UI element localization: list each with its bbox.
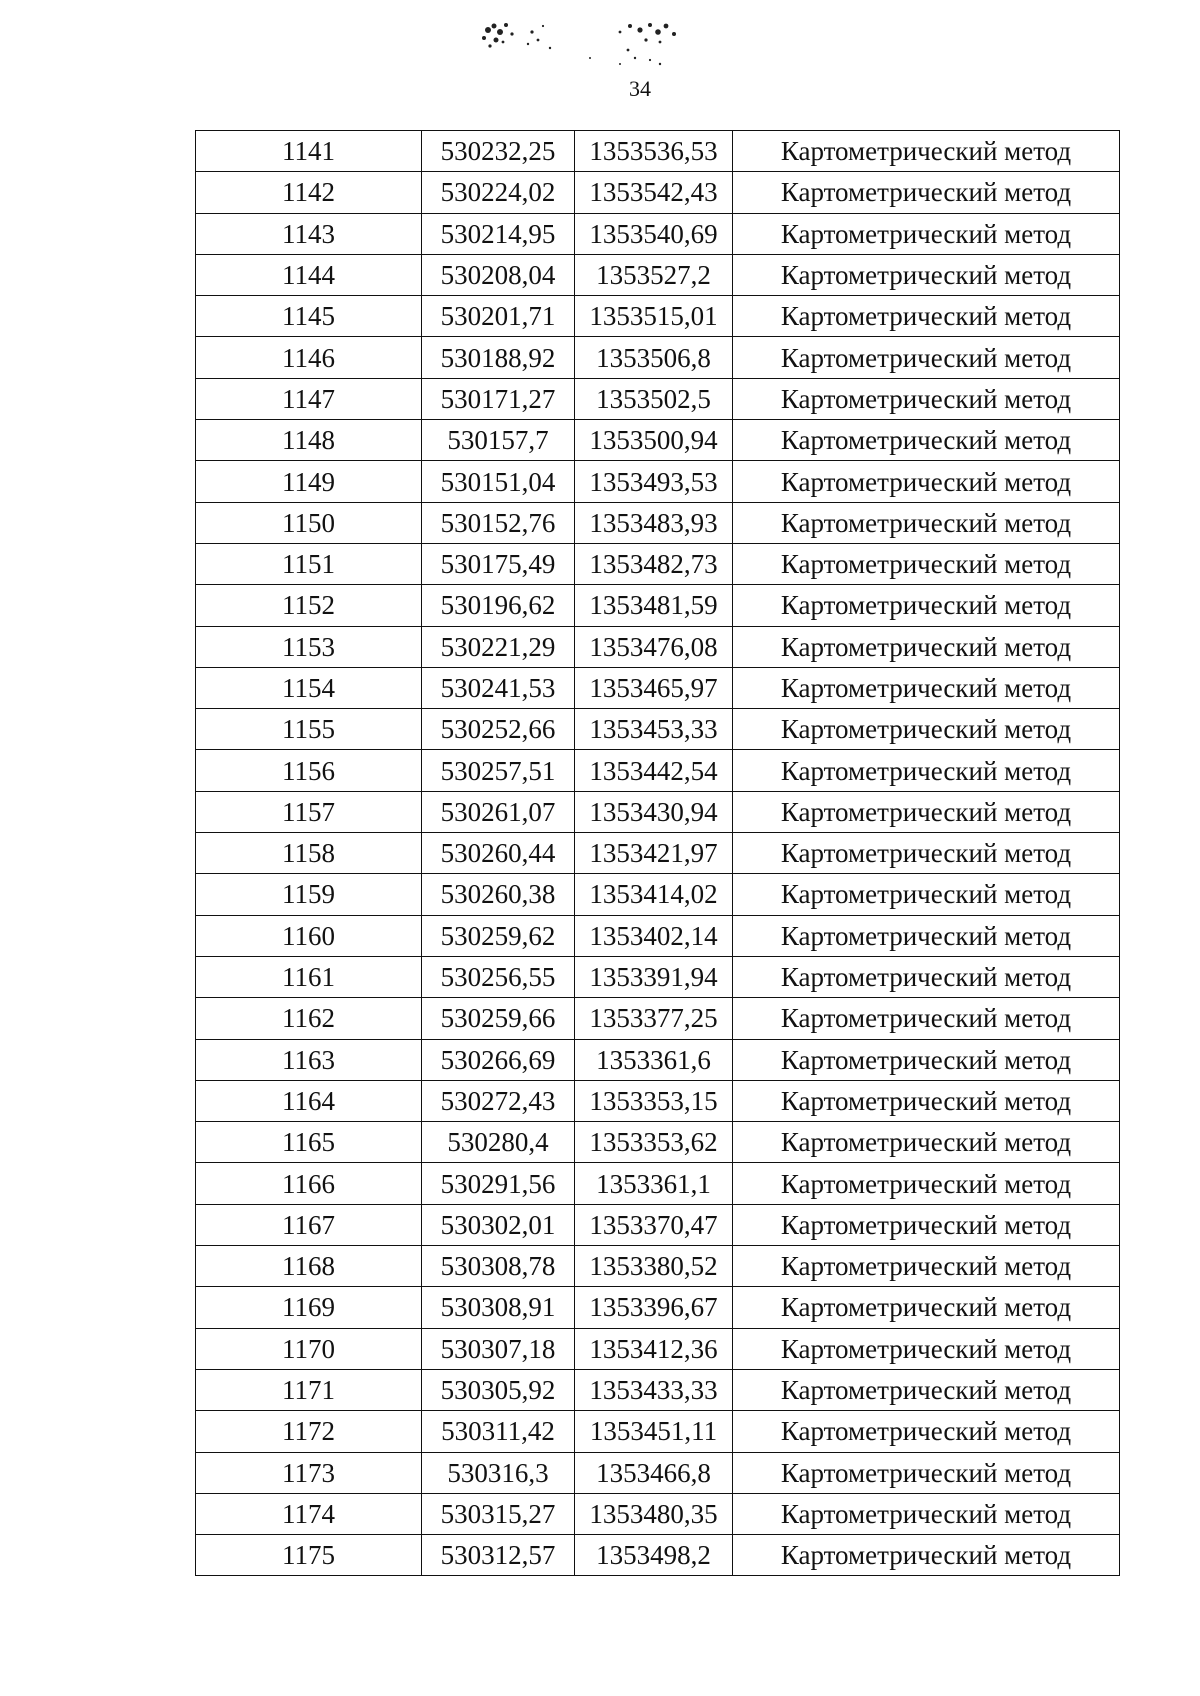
- x-coordinate-cell: 530259,62: [422, 915, 575, 956]
- y-coordinate-cell: 1353482,73: [575, 543, 733, 584]
- point-number-cell: 1168: [196, 1246, 422, 1287]
- point-number-cell: 1148: [196, 420, 422, 461]
- table-row: [196, 172, 1120, 213]
- table-row: [196, 1287, 1120, 1328]
- method-cell: Картометрический метод: [733, 1411, 1120, 1452]
- point-number-cell: 1142: [196, 172, 422, 213]
- point-number-cell: 1143: [196, 213, 422, 254]
- point-number-cell: 1172: [196, 1411, 422, 1452]
- y-coordinate-cell: 1353396,67: [575, 1287, 733, 1328]
- x-coordinate-cell: 530302,01: [422, 1204, 575, 1245]
- table-row: [196, 915, 1120, 956]
- table-row: [196, 791, 1120, 832]
- table-row: [196, 1452, 1120, 1493]
- point-number-cell: 1144: [196, 254, 422, 295]
- point-number-cell: 1163: [196, 1039, 422, 1080]
- method-cell: Картометрический метод: [733, 1369, 1120, 1410]
- method-cell: Картометрический метод: [733, 1535, 1120, 1576]
- method-cell: Картометрический метод: [733, 1039, 1120, 1080]
- y-coordinate-cell: 1353370,47: [575, 1204, 733, 1245]
- x-coordinate-cell: 530151,04: [422, 461, 575, 502]
- method-cell: Картометрический метод: [733, 833, 1120, 874]
- y-coordinate-cell: 1353361,6: [575, 1039, 733, 1080]
- table-row: [196, 1163, 1120, 1204]
- x-coordinate-cell: 530305,92: [422, 1369, 575, 1410]
- point-number-cell: 1171: [196, 1369, 422, 1410]
- method-cell: Картометрический метод: [733, 543, 1120, 584]
- method-cell: Картометрический метод: [733, 1204, 1120, 1245]
- table-row: [196, 1411, 1120, 1452]
- y-coordinate-cell: 1353442,54: [575, 750, 733, 791]
- point-number-cell: 1153: [196, 626, 422, 667]
- method-cell: Картометрический метод: [733, 213, 1120, 254]
- y-coordinate-cell: 1353542,43: [575, 172, 733, 213]
- method-cell: Картометрический метод: [733, 667, 1120, 708]
- x-coordinate-cell: 530256,55: [422, 956, 575, 997]
- x-coordinate-cell: 530266,69: [422, 1039, 575, 1080]
- point-number-cell: 1156: [196, 750, 422, 791]
- x-coordinate-cell: 530188,92: [422, 337, 575, 378]
- point-number-cell: 1164: [196, 1080, 422, 1121]
- table-row: [196, 1080, 1120, 1121]
- y-coordinate-cell: 1353377,25: [575, 998, 733, 1039]
- point-number-cell: 1161: [196, 956, 422, 997]
- method-cell: Картометрический метод: [733, 461, 1120, 502]
- method-cell: Картометрический метод: [733, 254, 1120, 295]
- table-row: [196, 337, 1120, 378]
- table-row: [196, 461, 1120, 502]
- y-coordinate-cell: 1353540,69: [575, 213, 733, 254]
- page-number: 34: [629, 76, 651, 101]
- table-row: [196, 1328, 1120, 1369]
- point-number-cell: 1157: [196, 791, 422, 832]
- point-number-cell: 1150: [196, 502, 422, 543]
- method-cell: Картометрический метод: [733, 998, 1120, 1039]
- table-row: [196, 296, 1120, 337]
- method-cell: Картометрический метод: [733, 585, 1120, 626]
- x-coordinate-cell: 530315,27: [422, 1493, 575, 1534]
- method-cell: Картометрический метод: [733, 1328, 1120, 1369]
- table-row: [196, 585, 1120, 626]
- x-coordinate-cell: 530257,51: [422, 750, 575, 791]
- method-cell: Картометрический метод: [733, 626, 1120, 667]
- point-number-cell: 1169: [196, 1287, 422, 1328]
- y-coordinate-cell: 1353476,08: [575, 626, 733, 667]
- scan-stamp-artifact: [470, 12, 730, 74]
- x-coordinate-cell: 530232,25: [422, 131, 575, 172]
- point-number-cell: 1175: [196, 1535, 422, 1576]
- method-cell: Картометрический метод: [733, 915, 1120, 956]
- y-coordinate-cell: 1353353,15: [575, 1080, 733, 1121]
- x-coordinate-cell: 530311,42: [422, 1411, 575, 1452]
- table-row: [196, 998, 1120, 1039]
- table-row: [196, 1039, 1120, 1080]
- x-coordinate-cell: 530260,44: [422, 833, 575, 874]
- x-coordinate-cell: 530307,18: [422, 1328, 575, 1369]
- method-cell: Картометрический метод: [733, 791, 1120, 832]
- table-row: [196, 1535, 1120, 1576]
- point-number-cell: 1158: [196, 833, 422, 874]
- y-coordinate-cell: 1353453,33: [575, 709, 733, 750]
- y-coordinate-cell: 1353481,59: [575, 585, 733, 626]
- y-coordinate-cell: 1353465,97: [575, 667, 733, 708]
- method-cell: Картометрический метод: [733, 1493, 1120, 1534]
- point-number-cell: 1160: [196, 915, 422, 956]
- y-coordinate-cell: 1353498,2: [575, 1535, 733, 1576]
- point-number-cell: 1149: [196, 461, 422, 502]
- y-coordinate-cell: 1353480,35: [575, 1493, 733, 1534]
- table-row: [196, 131, 1120, 172]
- x-coordinate-cell: 530175,49: [422, 543, 575, 584]
- y-coordinate-cell: 1353483,93: [575, 502, 733, 543]
- method-cell: Картометрический метод: [733, 1122, 1120, 1163]
- point-number-cell: 1147: [196, 378, 422, 419]
- table-row: [196, 667, 1120, 708]
- x-coordinate-cell: 530201,71: [422, 296, 575, 337]
- y-coordinate-cell: 1353466,8: [575, 1452, 733, 1493]
- table-row: [196, 874, 1120, 915]
- x-coordinate-cell: 530259,66: [422, 998, 575, 1039]
- y-coordinate-cell: 1353391,94: [575, 956, 733, 997]
- point-number-cell: 1151: [196, 543, 422, 584]
- table-row: [196, 254, 1120, 295]
- method-cell: Картометрический метод: [733, 1452, 1120, 1493]
- method-cell: Картометрический метод: [733, 378, 1120, 419]
- table-row: [196, 626, 1120, 667]
- point-number-cell: 1162: [196, 998, 422, 1039]
- table-row: [196, 1246, 1120, 1287]
- x-coordinate-cell: 530252,66: [422, 709, 575, 750]
- method-cell: Картометрический метод: [733, 502, 1120, 543]
- y-coordinate-cell: 1353527,2: [575, 254, 733, 295]
- table-row: [196, 502, 1120, 543]
- x-coordinate-cell: 530260,38: [422, 874, 575, 915]
- y-coordinate-cell: 1353353,62: [575, 1122, 733, 1163]
- x-coordinate-cell: 530261,07: [422, 791, 575, 832]
- coordinates-table-body: [196, 131, 1120, 1576]
- point-number-cell: 1141: [196, 131, 422, 172]
- table-row: [196, 750, 1120, 791]
- x-coordinate-cell: 530308,78: [422, 1246, 575, 1287]
- y-coordinate-cell: 1353414,02: [575, 874, 733, 915]
- table-row: [196, 956, 1120, 997]
- x-coordinate-cell: 530316,3: [422, 1452, 575, 1493]
- y-coordinate-cell: 1353493,53: [575, 461, 733, 502]
- y-coordinate-cell: 1353421,97: [575, 833, 733, 874]
- x-coordinate-cell: 530312,57: [422, 1535, 575, 1576]
- point-number-cell: 1159: [196, 874, 422, 915]
- method-cell: Картометрический метод: [733, 1246, 1120, 1287]
- point-number-cell: 1170: [196, 1328, 422, 1369]
- table-row: [196, 1369, 1120, 1410]
- point-number-cell: 1166: [196, 1163, 422, 1204]
- y-coordinate-cell: 1353515,01: [575, 296, 733, 337]
- y-coordinate-cell: 1353402,14: [575, 915, 733, 956]
- coordinates-table: [195, 130, 1120, 1576]
- x-coordinate-cell: 530308,91: [422, 1287, 575, 1328]
- y-coordinate-cell: 1353536,53: [575, 131, 733, 172]
- y-coordinate-cell: 1353430,94: [575, 791, 733, 832]
- x-coordinate-cell: 530196,62: [422, 585, 575, 626]
- method-cell: Картометрический метод: [733, 296, 1120, 337]
- table-row: [196, 1122, 1120, 1163]
- y-coordinate-cell: 1353502,5: [575, 378, 733, 419]
- method-cell: Картометрический метод: [733, 1287, 1120, 1328]
- x-coordinate-cell: 530208,04: [422, 254, 575, 295]
- method-cell: Картометрический метод: [733, 337, 1120, 378]
- method-cell: Картометрический метод: [733, 131, 1120, 172]
- x-coordinate-cell: 530280,4: [422, 1122, 575, 1163]
- table-row: [196, 213, 1120, 254]
- point-number-cell: 1165: [196, 1122, 422, 1163]
- method-cell: Картометрический метод: [733, 1080, 1120, 1121]
- point-number-cell: 1152: [196, 585, 422, 626]
- method-cell: Картометрический метод: [733, 1163, 1120, 1204]
- x-coordinate-cell: 530272,43: [422, 1080, 575, 1121]
- point-number-cell: 1174: [196, 1493, 422, 1534]
- y-coordinate-cell: 1353506,8: [575, 337, 733, 378]
- y-coordinate-cell: 1353412,36: [575, 1328, 733, 1369]
- point-number-cell: 1154: [196, 667, 422, 708]
- x-coordinate-cell: 530224,02: [422, 172, 575, 213]
- point-number-cell: 1146: [196, 337, 422, 378]
- table-row: [196, 420, 1120, 461]
- table-row: [196, 833, 1120, 874]
- method-cell: Картометрический метод: [733, 420, 1120, 461]
- y-coordinate-cell: 1353451,11: [575, 1411, 733, 1452]
- x-coordinate-cell: 530214,95: [422, 213, 575, 254]
- method-cell: Картометрический метод: [733, 172, 1120, 213]
- table-row: [196, 1204, 1120, 1245]
- table-row: [196, 378, 1120, 419]
- y-coordinate-cell: 1353433,33: [575, 1369, 733, 1410]
- point-number-cell: 1167: [196, 1204, 422, 1245]
- table-row: [196, 543, 1120, 584]
- y-coordinate-cell: 1353380,52: [575, 1246, 733, 1287]
- point-number-cell: 1155: [196, 709, 422, 750]
- method-cell: Картометрический метод: [733, 709, 1120, 750]
- x-coordinate-cell: 530157,7: [422, 420, 575, 461]
- y-coordinate-cell: 1353361,1: [575, 1163, 733, 1204]
- method-cell: Картометрический метод: [733, 874, 1120, 915]
- x-coordinate-cell: 530152,76: [422, 502, 575, 543]
- x-coordinate-cell: 530291,56: [422, 1163, 575, 1204]
- y-coordinate-cell: 1353500,94: [575, 420, 733, 461]
- point-number-cell: 1173: [196, 1452, 422, 1493]
- method-cell: Картометрический метод: [733, 956, 1120, 997]
- x-coordinate-cell: 530241,53: [422, 667, 575, 708]
- method-cell: Картометрический метод: [733, 750, 1120, 791]
- point-number-cell: 1145: [196, 296, 422, 337]
- x-coordinate-cell: 530171,27: [422, 378, 575, 419]
- x-coordinate-cell: 530221,29: [422, 626, 575, 667]
- table-row: [196, 1493, 1120, 1534]
- table-row: [196, 709, 1120, 750]
